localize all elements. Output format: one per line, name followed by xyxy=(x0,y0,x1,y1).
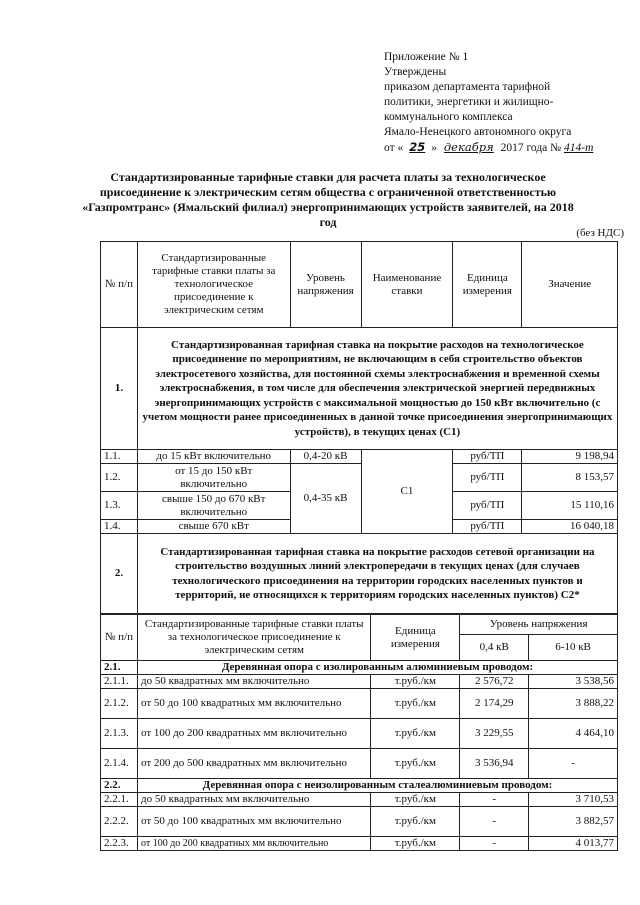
section-row xyxy=(101,328,618,450)
order-line: приказом департамента тарифной xyxy=(384,81,551,93)
header-value: Значение xyxy=(522,242,618,328)
order-line: Ямало-Ненецкого автономного округа xyxy=(384,126,572,138)
header-num: № п/п xyxy=(101,615,138,661)
section-num: 1. xyxy=(101,328,138,450)
order-line: политики, энергетики и жилищно- xyxy=(384,96,554,108)
voltage-cell: 0,4-20 кВ xyxy=(290,450,361,464)
header-voltage: Уровень напряжения xyxy=(460,615,618,635)
order-line: коммунального комплекса xyxy=(384,111,513,123)
table-row: 1.3. свыше 150 до 670 кВт включительно руб/ТП 15 110,16 xyxy=(101,492,618,520)
handwritten-number: 414-т xyxy=(564,142,594,154)
header-unit: Единица измерения xyxy=(453,242,522,328)
table-row: 2.2.1. до 50 квадратных мм включительно т.руб./км - 3 710,53 xyxy=(101,793,618,807)
table-row: 2.1.4. от 200 до 500 квадратных мм включительно т.руб./км 3 536,94 - xyxy=(101,749,618,779)
section-text: Стандартизированная тарифная ставка на покрытие расходов на технологическое присоединение по мероприятиям, не включающим в себя строительство объектов электросетевого хозяйства, для постоянной схемы электроснабжения и временной схемы электроснабжения, в том числе для обеспечения электрической энергией передвижных энергопринимающих устройств с максимальной мощностью до 150 кВт включительно (с учетом мощности ранее присоединенных в данной точке присоединения энергопринимающих устройств), в текущих ценах (С1) xyxy=(137,328,617,450)
approval-block xyxy=(384,50,593,156)
header-unit: Единица измерения xyxy=(371,615,460,661)
header-num: № п/п xyxy=(101,242,138,328)
header-v2: 6-10 кВ xyxy=(529,635,618,661)
header-rate-name: Наименование ставки xyxy=(361,242,453,328)
handwritten-day: 25 xyxy=(409,140,426,154)
table-row: 1.1. до 15 кВт включительно 0,4-20 кВ С1 руб/ТП 9 198,94 xyxy=(101,450,618,464)
subsection-row: 2.2. Деревянная опора с неизолированным сталеалюминиевым проводом: xyxy=(101,779,618,793)
vat-note: (без НДС) xyxy=(576,227,624,239)
table-row: 2.1.2. от 50 до 100 квадратных мм включительно т.руб./км 2 174,29 3 888,22 xyxy=(101,689,618,719)
appendix-label: Приложение № 1 xyxy=(384,51,469,63)
approved-label: Утверждены xyxy=(384,66,447,78)
section-num: 2. xyxy=(101,534,138,614)
header-rates: Стандартизированные тарифные ставки платы за технологическое присоединение к электрическим сетям xyxy=(137,615,370,661)
section-text: Стандартизированная тарифная ставка на покрытие расходов сетевой организации на строительство воздушных линий электропередачи в текущих ценах (для случаев технологического присоединения на территории городских населенных пунктов и территорий, не относящихся к территориям городских населенных пунктов) С2* xyxy=(137,534,617,614)
handwritten-month: декабря xyxy=(443,140,494,154)
document-title: Стандартизированные тарифные ставки для расчета платы за технологическое присоединение к электрическим сетям общества с ограниченной ответственностью «Газпромтранс» (Ямальский филиал) энергопринимающих устройств заявителей, на 2018 год xyxy=(82,170,574,229)
subsection-row: 2.1. Деревянная опора с изолированным алюминиевым проводом: xyxy=(101,661,618,675)
table-header-row xyxy=(101,615,618,635)
table-row: 2.2.3. от 100 до 200 квадратных мм включительно т.руб./км - 4 013,77 xyxy=(101,837,618,851)
tariff-table-c1 xyxy=(100,241,618,614)
header-voltage: Уровень напряжения xyxy=(290,242,361,328)
table-row: 2.1.1. до 50 квадратных мм включительно т.руб./км 2 576,72 3 538,56 xyxy=(101,675,618,689)
order-date-line: от « 25 » декабря 2017 года № 414-т xyxy=(384,140,594,154)
voltage-cell: 0,4-35 кВ xyxy=(290,464,361,534)
tariff-table-c2 xyxy=(100,614,618,851)
table-row: 1.4. свыше 670 кВт руб/ТП 16 040,18 xyxy=(101,520,618,534)
table-header-row xyxy=(101,242,618,328)
table-row: 1.2. от 15 до 150 кВт включительно 0,4-35 кВ руб/ТП 8 153,57 xyxy=(101,464,618,492)
table-row: 2.2.2. от 50 до 100 квадратных мм включительно т.руб./км - 3 882,57 xyxy=(101,807,618,837)
table-row: 2.1.3. от 100 до 200 квадратных мм включительно т.руб./км 3 229,55 4 464,10 xyxy=(101,719,618,749)
rate-name-cell: С1 xyxy=(361,450,453,534)
header-v1: 0,4 кВ xyxy=(460,635,529,661)
section-row xyxy=(101,534,618,614)
header-rates: Стандартизированные тарифные ставки платы за технологическое присоединение к электрическим сетям xyxy=(137,242,290,328)
